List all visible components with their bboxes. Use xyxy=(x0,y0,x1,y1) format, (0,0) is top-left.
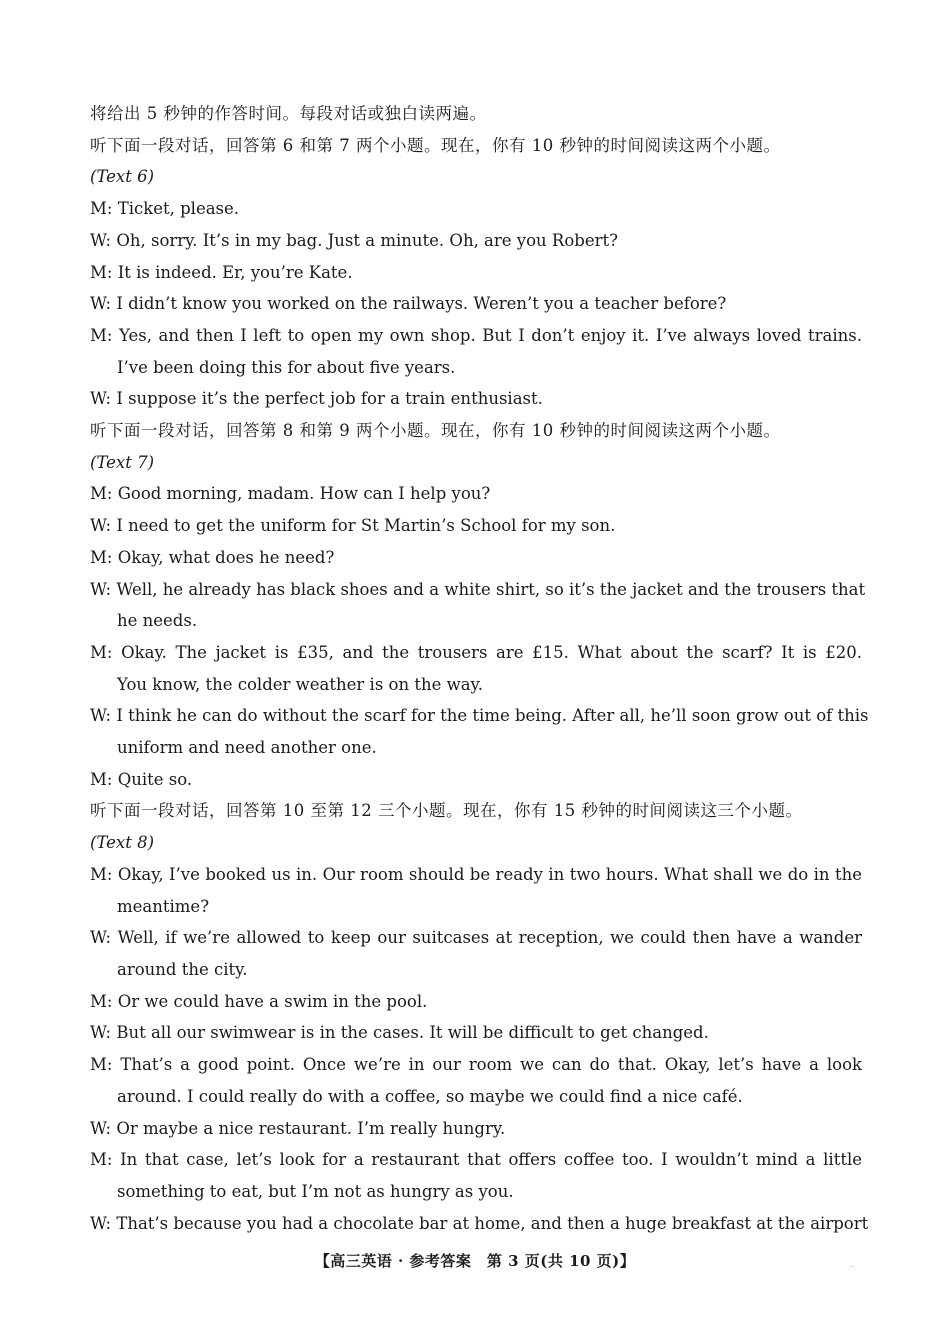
dialogue-continuation: something to eat, but I’m not as hungry as you. xyxy=(117,1181,514,1201)
scan-mark: ‥ xyxy=(850,1260,856,1269)
dialogue-line: W: Or maybe a nice restaurant. I’m really hungry. xyxy=(90,1118,506,1138)
instruction-line: 听下面一段对话，回答第 10 至第 12 三个小题。现在，你有 15 秒钟的时间阅读这三个小题。 xyxy=(90,801,803,821)
dialogue-line: M: In that case, let’s look for a restaurant that offers coffee too. I wouldn’t mind a little xyxy=(90,1150,862,1170)
instruction-line: 听下面一段对话，回答第 6 和第 7 两个小题。现在，你有 10 秒钟的时间阅读这两个小题。 xyxy=(90,135,781,155)
instruction-line: 听下面一段对话，回答第 8 和第 9 两个小题。现在，你有 10 秒钟的时间阅读这两个小题。 xyxy=(90,421,781,441)
dialogue-line: M: Okay, I’ve booked us in. Our room should be ready in two hours. What shall we do in the xyxy=(90,864,862,884)
dialogue-line: W: I need to get the uniform for St Martin’s School for my son. xyxy=(90,516,616,536)
dialogue-line: W: That’s because you had a chocolate bar at home, and then a huge breakfast at the airport xyxy=(90,1213,869,1233)
dialogue-line: W: I suppose it’s the perfect job for a train enthusiast. xyxy=(90,389,543,409)
dialogue-continuation: meantime? xyxy=(117,896,210,916)
dialogue-continuation: uniform and need another one. xyxy=(117,738,377,758)
dialogue-line: M: That’s a good point. Once we’re in our room we can do that. Okay, let’s have a look xyxy=(90,1055,862,1075)
page-footer: 【高三英语 · 参考答案 第 3 页(共 10 页)】 xyxy=(314,1252,636,1270)
dialogue-continuation: around. I could really do with a coffee, so maybe we could find a nice café. xyxy=(117,1086,743,1106)
section-label: (Text 7) xyxy=(90,452,155,472)
dialogue-line: W: I didn’t know you worked on the railways. Weren’t you a teacher before? xyxy=(90,294,727,314)
instruction-line: 将给出 5 秒钟的作答时间。每段对话或独白读两遍。 xyxy=(90,104,487,123)
dialogue-line: W: Oh, sorry. It’s in my bag. Just a minute. Oh, are you Robert? xyxy=(90,230,618,250)
dialogue-continuation: You know, the colder weather is on the way. xyxy=(117,674,483,694)
dialogue-line: M: Good morning, madam. How can I help you? xyxy=(90,484,491,504)
section-label: (Text 6) xyxy=(90,167,155,187)
dialogue-line: M: Okay, what does he need? xyxy=(90,547,335,567)
section-label: (Text 8) xyxy=(90,833,155,853)
dialogue-continuation: around the city. xyxy=(117,959,248,979)
dialogue-line: W: Well, if we’re allowed to keep our suitcases at reception, we could then have a wander xyxy=(90,928,862,948)
dialogue-line: M: Quite so. xyxy=(90,769,193,789)
dialogue-line: M: Ticket, please. xyxy=(90,199,240,219)
dialogue-line: W: But all our swimwear is in the cases. It will be difficult to get changed. xyxy=(90,1023,709,1043)
dialogue-line: W: I think he can do without the scarf for the time being. After all, he’ll soon grow out of this xyxy=(90,706,869,726)
dialogue-line: W: Well, he already has black shoes and a white shirt, so it’s the jacket and the trousers that xyxy=(90,579,866,599)
document-body xyxy=(90,98,869,1239)
dialogue-line: M: Or we could have a swim in the pool. xyxy=(90,991,428,1011)
dialogue-line: M: Okay. The jacket is £35, and the trousers are £15. What about the scarf? It is £20. xyxy=(90,642,862,662)
dialogue-line: M: It is indeed. Er, you’re Kate. xyxy=(90,262,353,282)
dialogue-continuation: he needs. xyxy=(117,611,198,631)
dialogue-continuation: I’ve been doing this for about five years. xyxy=(117,357,456,377)
dialogue-line: M: Yes, and then I left to open my own shop. But I don’t enjoy it. I’ve always loved trains. xyxy=(90,325,862,345)
